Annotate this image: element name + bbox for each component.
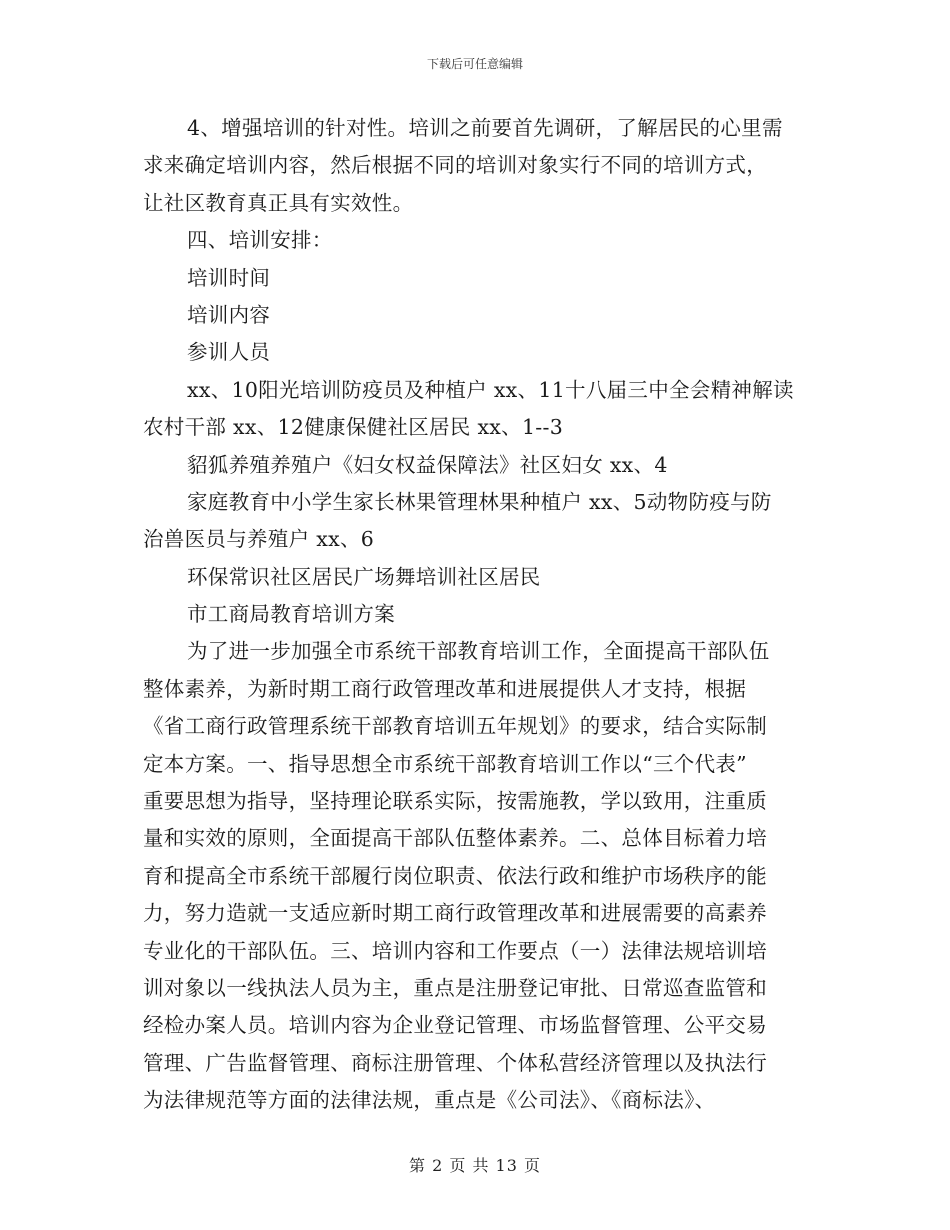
- body-line: 治兽医员与养殖户 xx、6: [143, 527, 375, 552]
- body-line: 求来确定培训内容，然后根据不同的培训对象实行不同的培训方式，: [143, 153, 767, 178]
- body-line: 4、增强培训的针对性。培训之前要首先调研，了解居民的心里需: [187, 116, 783, 140]
- body-line: 《省工商行政管理系统干部教育培训五年规划》的要求，结合实际制: [143, 714, 767, 739]
- body-line: 家庭教育中小学生家长林果管理林果种植户 xx、5动物防疫与防: [187, 489, 772, 514]
- body-line: 整体素养，为新时期工商行政管理改革和进展提供人才支持，根据: [143, 676, 747, 701]
- body-line: 管理、广告监督管理、商标注册管理、个体私营经济管理以及执法行: [143, 1050, 767, 1075]
- body-line: 培训时间: [187, 265, 271, 290]
- body-line: 农村干部 xx、12健康保健社区居民 xx、1--3: [143, 415, 564, 440]
- body-line: 培训内容: [187, 302, 271, 327]
- body-line: 育和提高全市系统干部履行岗位职责、依法行政和维护市场秩序的能: [143, 863, 767, 888]
- body-line: xx、10阳光培训防疫员及种植户 xx、11十八届三中全会精神解读: [187, 377, 794, 402]
- body-line: 为法律规范等方面的法律法规，重点是《公司法》、《商标法》、: [143, 1088, 716, 1113]
- body-line: 市工商局教育培训方案: [187, 602, 395, 627]
- page-number: 第 2 页 共 13 页: [409, 1156, 541, 1175]
- body-line: 让社区教育真正具有实效性。: [143, 190, 414, 215]
- body-line: 四、培训安排：: [187, 228, 333, 253]
- body-line: 量和实效的原则，全面提高干部队伍整体素养。二、总体目标着力培: [143, 826, 767, 851]
- body-line: 训对象以一线执法人员为主，重点是注册登记审批、日常巡查监管和: [143, 975, 767, 1000]
- header-note: 下载后可任意编辑: [426, 57, 523, 71]
- body-line: 环保常识社区居民广场舞培训社区居民: [187, 564, 541, 589]
- body-line: 重要思想为指导，坚持理论联系实际，按需施教，学以致用，注重质: [143, 789, 767, 814]
- document-body: [143, 110, 813, 1120]
- body-line: 为了进一步加强全市系统干部教育培训工作，全面提高干部队伍: [187, 639, 770, 664]
- body-line: 专业化的干部队伍。三、培训内容和工作要点（一）法律法规培训培: [143, 938, 767, 963]
- body-line: 定本方案。一、指导思想全市系统干部教育培训工作以“三个代表”: [143, 751, 747, 776]
- body-line: 貂狐养殖养殖户《妇女权益保障法》社区妇女 xx、4: [187, 452, 668, 477]
- body-line: 力，努力造就一支适应新时期工商行政管理改革和进展需要的高素养: [143, 901, 767, 926]
- body-line: 参训人员: [187, 340, 271, 365]
- body-line: 经检办案人员。培训内容为企业登记管理、市场监督管理、公平交易: [143, 1013, 767, 1038]
